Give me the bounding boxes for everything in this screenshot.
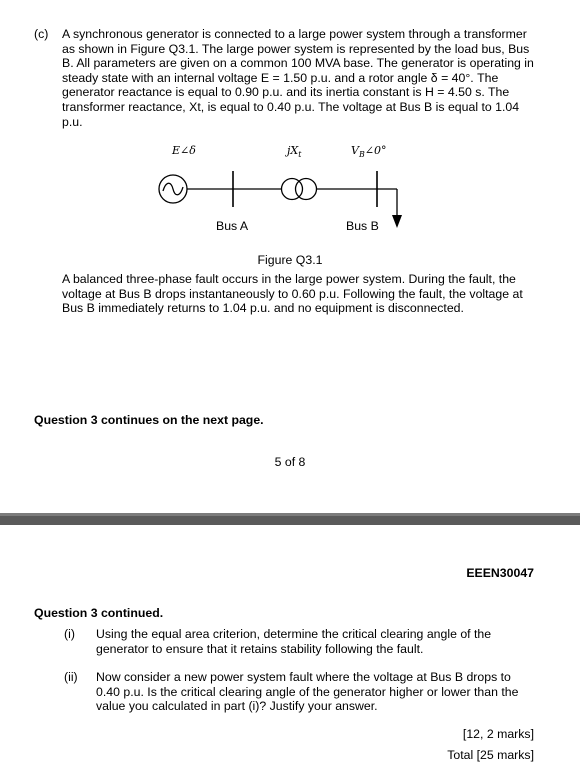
fault-description: A balanced three-phase fault occurs in the large power system. During the fault, the voltage at Bus B drops instantaneously to 0.60 p.u. Following the fault, the voltage at Bus B immediately returns to 1.04 p.u. and no equipment is disconnected. (62, 272, 523, 316)
continues-note: Question 3 continues on the next page. (34, 413, 264, 427)
transformer-winding-2 (296, 179, 317, 200)
total-marks: Total [25 marks] (447, 748, 534, 762)
course-code: EEEN30047 (466, 566, 534, 580)
transformer-label-j: jX (287, 144, 299, 157)
load-arrow (392, 215, 402, 228)
generator-sine (163, 183, 183, 195)
item-ii-label: (ii) (64, 670, 78, 684)
part-c-intro: A synchronous generator is connected to a large power system through a transformer as shown in Figure Q3.1. The large power system is represented by the load bus, Bus B. All parameters are given on a common 100 MVA base. The generator is operating in steady state with an internal voltage E = 1.50 p.u. and a rotor angle δ = 40°. The generator reactance is equal to 0.90 p.u. and its inertia constant is H = 4.50 s. The transformer reactance, Xt, is equal to 0.40 p.u. The voltage at Bus B is equal to 1.04 p.u. (62, 27, 534, 129)
continued-heading: Question 3 continued. (34, 606, 164, 620)
transformer-label-sub: t (298, 150, 302, 160)
bus-a-label: Bus A (216, 219, 249, 233)
generator-label: E∠δ (172, 144, 196, 157)
bus-b-label: Bus B (346, 219, 379, 233)
busb-voltage-v: V (351, 144, 359, 157)
one-line-diagram (0, 0, 580, 250)
figure-caption: Figure Q3.1 (257, 253, 323, 267)
figure-q3-1 (0, 0, 580, 250)
page-number: 5 of 8 (274, 455, 306, 469)
item-i-label: (i) (64, 627, 75, 641)
marks: [12, 2 marks] (462, 727, 534, 741)
part-c-label: (c) (34, 27, 49, 41)
busb-voltage-sub: B (358, 150, 365, 160)
page-divider-highlight (0, 513, 580, 516)
item-ii-text: Now consider a new power system fault where the voltage at Bus B drops to 0.40 p.u. Is the critical clearing angle of the generator higher or lower than the value you calculated in part (i)? Justify your answer. (96, 670, 519, 714)
busb-voltage-angle: ∠0° (364, 144, 387, 157)
item-i-text: Using the equal area criterion, determine the critical clearing angle of the generator to ensure that it retains stability following the fault. (96, 627, 492, 656)
